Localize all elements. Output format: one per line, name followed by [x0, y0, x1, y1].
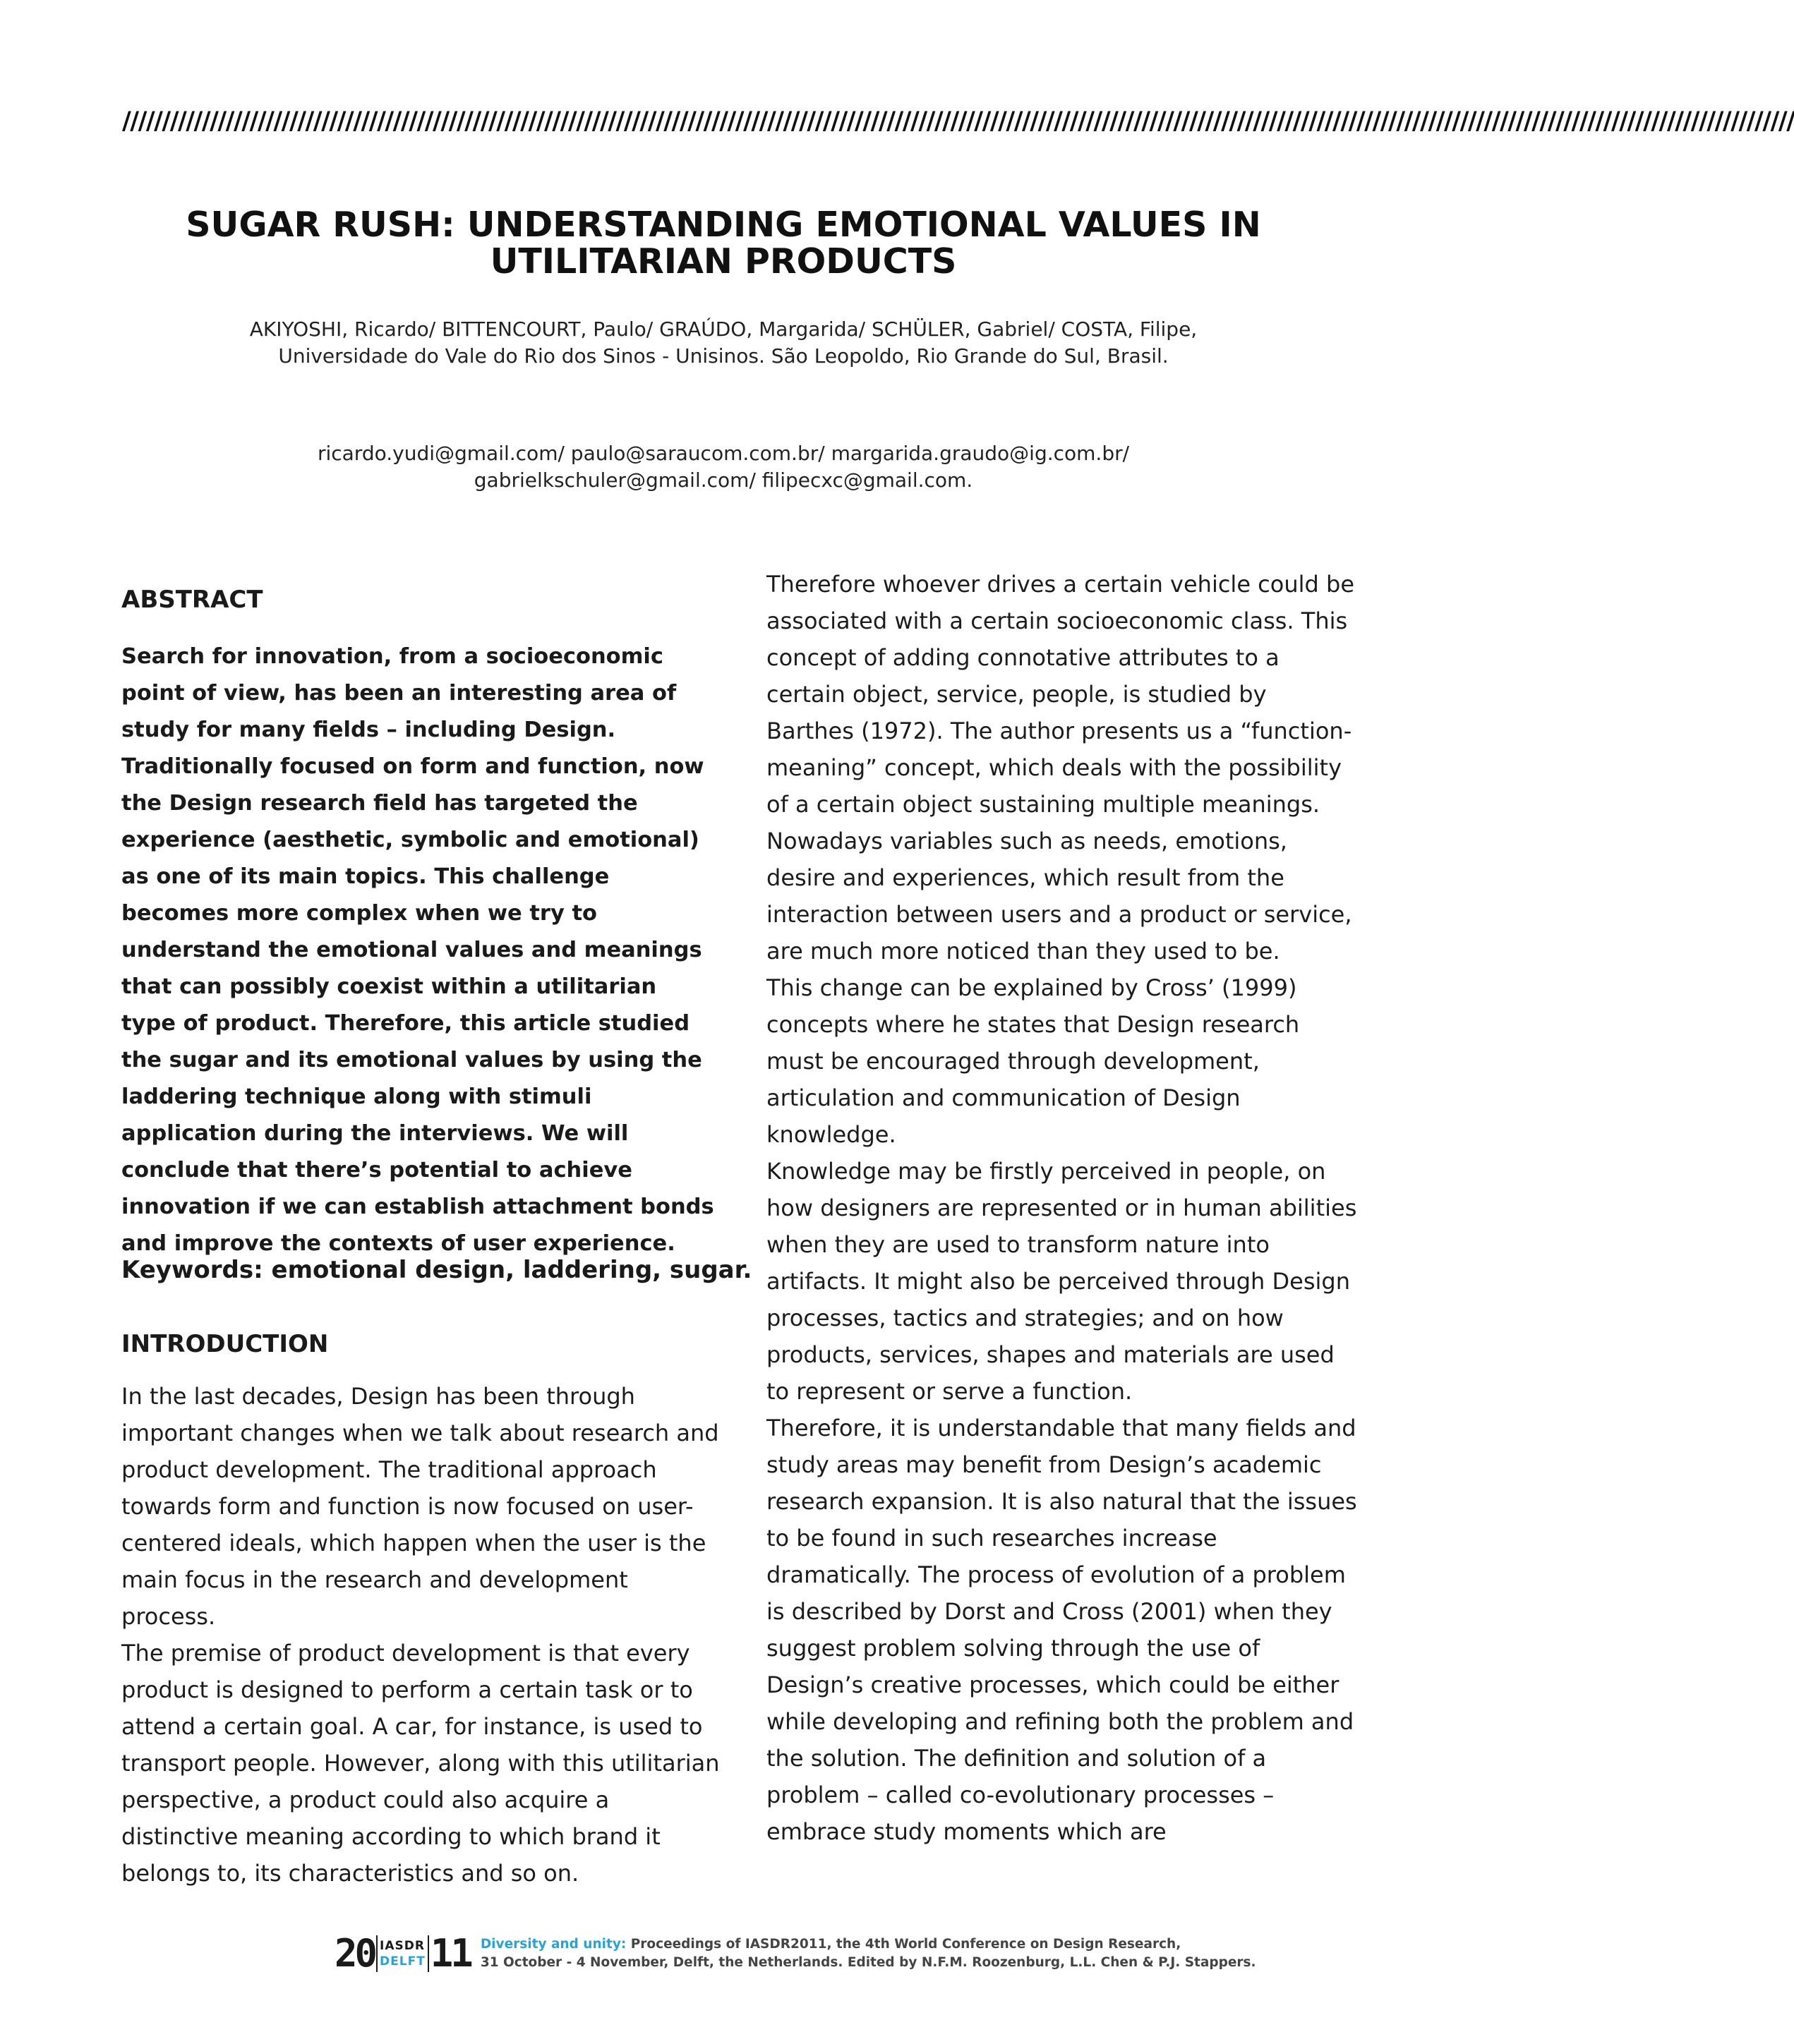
introduction-text	[121, 1378, 721, 1892]
title-line-1: SUGAR RUSH: UNDERSTANDING EMOTIONAL VALUES IN	[186, 205, 1261, 245]
logo-year-left: 20	[335, 1931, 375, 1976]
footer-line-1-rest: Proceedings of IASDR2011, the 4th World Conference on Design Research,	[626, 1937, 1181, 1952]
logo-delft-text: DELFT	[380, 1954, 426, 1969]
right-column-text	[766, 566, 1359, 1850]
introduction-heading: INTRODUCTION	[121, 1330, 329, 1358]
footer-line-1	[481, 1935, 1256, 1954]
conference-footer	[335, 1931, 1256, 1976]
introduction-paragraph: In the last decades, Design has been through important changes when we talk about research and product development. The traditional approach towards form and function is now focused on user-centered ideals, which happen when the user is the main focus in the research and development process.	[121, 1383, 719, 1630]
footer-line-2: 31 October - 4 November, Delft, the Netherlands. Edited by N.F.M. Roozenburg, L.L. Chen & P.J. Stappers.	[480, 1955, 1256, 1970]
body-paragraph: Therefore, it is understandable that many fields and study areas may benefit from Design’s academic research expansion. It is also natural that the issues to be found in such researches increase dramatically. The process of evolution of a problem is described by Dorst and Cross (2001) when they suggest problem solving through the use of Design’s creative processes, which could be either while developing and refining both the problem and the solution. The definition and solution of a problem – called co-evolutionary processes – embrace study moments which are	[766, 1415, 1357, 1845]
body-paragraph: This change can be explained by Cross’ (1999) concepts where he states that Design research must be encouraged through development, articulation and communication of Design knowledge.	[766, 974, 1300, 1148]
logo-center	[376, 1935, 429, 1972]
emails-block	[141, 440, 1306, 494]
title-line-2: UTILITARIAN PRODUCTS	[490, 241, 957, 282]
authors-line-1: AKIYOSHI, Ricardo/ BITTENCOURT, Paulo/ GRAÚDO, Margarida/ SCHÜLER, Gabriel/ COSTA, Filipe,	[249, 318, 1198, 341]
body-paragraph: Therefore whoever drives a certain vehicle could be associated with a certain socioeconomic class. This concept of adding connotative attributes to a certain object, service, people, is studied by Barthes (1972). The author presents us a “function-meaning” concept, which deals with the possibility of a certain object sustaining multiple meanings. Nowadays variables such as needs, emotions, desire and experiences, which result from the interaction between users and a product or service, are much more noticed than they used to be.	[766, 571, 1354, 964]
body-paragraph: Knowledge may be firstly perceived in people, on how designers are represented or in human abilities when they are used to transform nature into artifacts. It might also be perceived through Design processes, tactics and strategies; and on how products, services, shapes and materials are used to represent or serve a function.	[766, 1158, 1357, 1405]
authors-line-2: Universidade do Vale do Rio dos Sinos - Unisinos. São Leopoldo, Rio Grande do Sul, Brasil.	[278, 344, 1169, 368]
abstract-heading: ABSTRACT	[121, 586, 263, 614]
emails-line-1: ricardo.yudi@gmail.com/ paulo@saraucom.com.br/ margarida.graudo@ig.com.br/	[317, 442, 1130, 465]
abstract-text: Search for innovation, from a socioeconomic point of view, has been an interesting area of study for many fields – including Design. Traditionally focused on form and function, now the Design research field has targeted the experience (aesthetic, symbolic and emotional) as one of its main topics. This challenge becomes more complex when we try to understand the emotional values and meanings that can possibly coexist within a utilitarian type of product. Therefore, this article studied the sugar and its emotional values by using the laddering technique along with stimuli application during the interviews. We will conclude that there’s potential to achieve innovation if we can establish attachment bonds and improve the contexts of user experience.	[121, 644, 714, 1256]
authors-block	[141, 316, 1306, 370]
iasdr-logo	[335, 1933, 471, 1975]
footer-citation	[481, 1935, 1256, 1972]
introduction-paragraph: The premise of product development is that every product is designed to perform a certain task or to attend a certain goal. A car, for instance, is used to transport people. However, along with this utilitarian perspective, a product could also acquire a distinctive meaning according to which brand it belongs to, its characteristics and so on.	[121, 1640, 720, 1887]
footer-accent-text: Diversity and unity:	[480, 1937, 627, 1952]
logo-iasdr-text: IASDR	[380, 1939, 425, 1953]
paper-title	[176, 207, 1270, 280]
keywords: Keywords: emotional design, laddering, sugar.	[121, 1256, 752, 1284]
logo-year-right: 11	[430, 1931, 471, 1976]
header-slash-rule: //////////////////////////////////////////////////////////////////////////////////////////////////////////////////////////////////////////////////////////////////////////////////////////////////////////////////	[122, 107, 1794, 135]
emails-line-2: gabrielkschuler@gmail.com/ filipecxc@gmail.com.	[474, 468, 973, 492]
